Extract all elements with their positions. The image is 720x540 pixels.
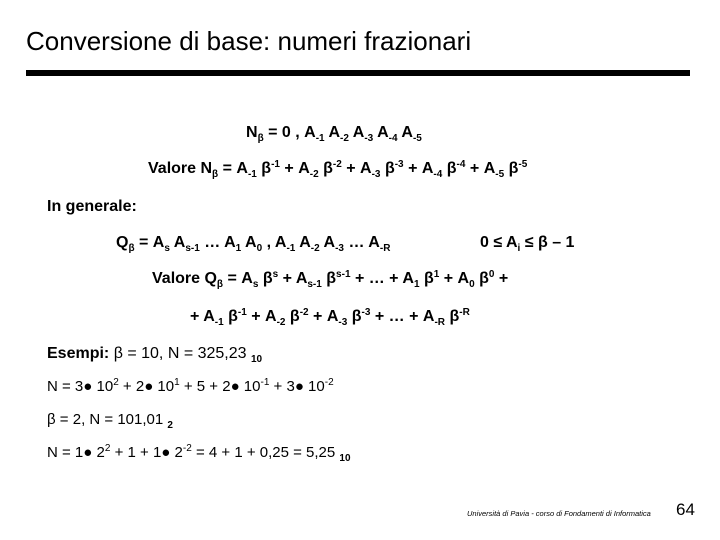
- text-run: ≤ β – 1: [520, 234, 575, 251]
- superscript: -R: [459, 307, 470, 318]
- slide-title: Conversione di base: numeri frazionari: [26, 26, 472, 56]
- formula-valore-q-part1: [152, 270, 508, 288]
- text-run: + 1 + 1: [110, 444, 162, 461]
- superscript: -2: [324, 377, 334, 388]
- superscript: 1: [174, 377, 180, 388]
- subscript: -2: [276, 317, 286, 328]
- text-run: = 0 , A: [263, 124, 316, 141]
- footer-university: Università di Pavia - corso di Fondamenti di Informatica: [467, 509, 651, 518]
- subscript: 1: [235, 243, 242, 254]
- text-run: β: [347, 308, 362, 325]
- subscript: 2: [167, 420, 173, 431]
- in-generale-heading: [47, 198, 137, 216]
- text-run: + A: [403, 160, 434, 177]
- text-run: 10: [153, 378, 175, 395]
- subscript: s-1: [307, 279, 322, 290]
- formula-valore-q-part2: [190, 308, 470, 326]
- bullet-dot: ●: [83, 378, 93, 395]
- subscript: -5: [412, 133, 422, 144]
- text-run: + A: [190, 308, 215, 325]
- text-run: β: [380, 160, 395, 177]
- text-run: 10: [239, 378, 261, 395]
- text-run: … A: [199, 234, 236, 251]
- text-run: A: [295, 234, 311, 251]
- subscript: β: [257, 133, 264, 144]
- text-run: A: [397, 124, 413, 141]
- text-run: 0 ≤ A: [480, 234, 518, 251]
- page-number: 64: [676, 500, 695, 519]
- text-run: 10: [303, 378, 325, 395]
- subscript: 10: [339, 453, 351, 464]
- superscript: s-1: [336, 269, 351, 280]
- text-run: Q: [116, 234, 129, 251]
- superscript: -2: [332, 159, 342, 170]
- text-run: 2: [170, 444, 183, 461]
- text-run: + 5 + 2: [179, 378, 231, 395]
- text-run: Valore Q: [152, 270, 217, 287]
- subscript: -1: [247, 169, 257, 180]
- subscript: -5: [495, 169, 505, 180]
- text-run: β: [318, 160, 333, 177]
- text-run: + A: [439, 270, 470, 287]
- superscript: 1: [433, 269, 440, 280]
- subscript: -2: [310, 243, 320, 254]
- subscript: β: [212, 169, 219, 180]
- text-run: β: [47, 411, 56, 428]
- text-run: + A: [278, 270, 308, 287]
- text-run: = A: [218, 160, 248, 177]
- subscript: -3: [338, 317, 348, 328]
- superscript: 2: [104, 443, 111, 454]
- subscript: β: [216, 279, 224, 290]
- subscript: -2: [340, 133, 349, 144]
- subscript: -R: [379, 243, 391, 254]
- subscript: 10: [250, 354, 263, 365]
- esempi-line: [47, 345, 262, 363]
- text-run: = A: [134, 234, 165, 251]
- subscript: -4: [388, 133, 398, 144]
- superscript: -2: [299, 307, 309, 318]
- text-run: = 2, N = 101,01: [55, 411, 168, 428]
- formula-q-beta: [116, 234, 390, 252]
- text-run: A: [373, 124, 389, 141]
- superscript: s: [272, 269, 279, 280]
- superscript: -3: [361, 307, 371, 318]
- text-run: + A: [308, 308, 339, 325]
- superscript: -5: [518, 159, 528, 170]
- text-run: … A: [344, 234, 380, 251]
- superscript: -2: [182, 443, 192, 454]
- subscript: -3: [335, 243, 344, 254]
- formula-n-beta: [246, 124, 422, 142]
- text-run: A: [169, 234, 186, 251]
- text-run: 2: [92, 444, 105, 461]
- text-run: N: [246, 124, 258, 141]
- text-run: , A: [262, 234, 287, 251]
- text-run: β: [445, 308, 460, 325]
- superscript: 2: [113, 377, 119, 388]
- superscript: -1: [271, 159, 280, 170]
- example-1-expansion: [47, 378, 334, 395]
- text-run: β: [442, 160, 457, 177]
- text-run: = A: [223, 270, 253, 287]
- text-run: β: [474, 270, 489, 287]
- text-run: A: [319, 234, 336, 251]
- text-run: Valore N: [148, 160, 213, 177]
- text-run: + … + A: [350, 270, 414, 287]
- bullet-dot: ●: [230, 378, 240, 395]
- formula-valore-n: [148, 160, 527, 178]
- subscript: -1: [214, 317, 224, 328]
- example-2-definition: [47, 411, 173, 431]
- subscript: -3: [371, 169, 381, 180]
- superscript: -1: [260, 377, 270, 388]
- text-run: In generale:: [47, 198, 137, 215]
- subscript: s-1: [185, 243, 200, 254]
- text-run: + A: [341, 160, 372, 177]
- superscript: -4: [456, 159, 466, 170]
- title-rule: [26, 70, 690, 76]
- subscript: i: [517, 243, 521, 254]
- example-2-expansion: [47, 443, 351, 464]
- subscript: -3: [364, 133, 374, 144]
- text-run: β: [419, 270, 434, 287]
- text-run: A: [324, 124, 341, 141]
- subscript: 0: [469, 279, 475, 290]
- bullet-dot: ●: [294, 378, 304, 395]
- subscript: 1: [413, 279, 420, 290]
- text-run: + 3: [269, 378, 295, 395]
- text-run: β: [258, 270, 273, 287]
- subscript: 0: [256, 243, 263, 254]
- text-run: + A: [279, 160, 310, 177]
- text-run: β: [504, 160, 519, 177]
- text-run: A: [348, 124, 365, 141]
- superscript: 0: [488, 269, 495, 280]
- text-run: = 4 + 1 + 0,25 = 5,25: [191, 444, 340, 461]
- text-run: + A: [465, 160, 496, 177]
- superscript: -3: [394, 159, 404, 170]
- text-run: 10: [92, 378, 114, 395]
- text-run: β: [256, 160, 272, 177]
- text-run: N = 1: [47, 444, 84, 461]
- subscript: -R: [434, 317, 446, 328]
- text-run: = 10, N = 325,23: [122, 345, 251, 362]
- bullet-dot: ●: [83, 444, 93, 461]
- text-run: β: [321, 270, 337, 287]
- subscript: -2: [309, 169, 319, 180]
- subscript: β: [128, 243, 135, 254]
- text-run: β: [113, 345, 123, 362]
- text-run: β: [285, 308, 300, 325]
- subscript: -1: [286, 243, 296, 254]
- subscript: -1: [315, 133, 325, 144]
- text-run: A: [241, 234, 257, 251]
- bullet-dot: ●: [161, 444, 171, 461]
- superscript: -1: [237, 307, 247, 318]
- formula-digit-range: [480, 234, 574, 252]
- text-run: Esempi:: [47, 345, 114, 362]
- text-run: + 2: [118, 378, 145, 395]
- text-run: N = 3: [47, 378, 84, 395]
- subscript: s: [252, 279, 259, 290]
- subscript: s: [164, 243, 170, 254]
- text-run: β: [223, 308, 238, 325]
- bullet-dot: ●: [144, 378, 154, 395]
- text-run: + … + A: [370, 308, 435, 325]
- text-run: + A: [246, 308, 277, 325]
- text-run: +: [494, 270, 509, 287]
- subscript: -4: [433, 169, 443, 180]
